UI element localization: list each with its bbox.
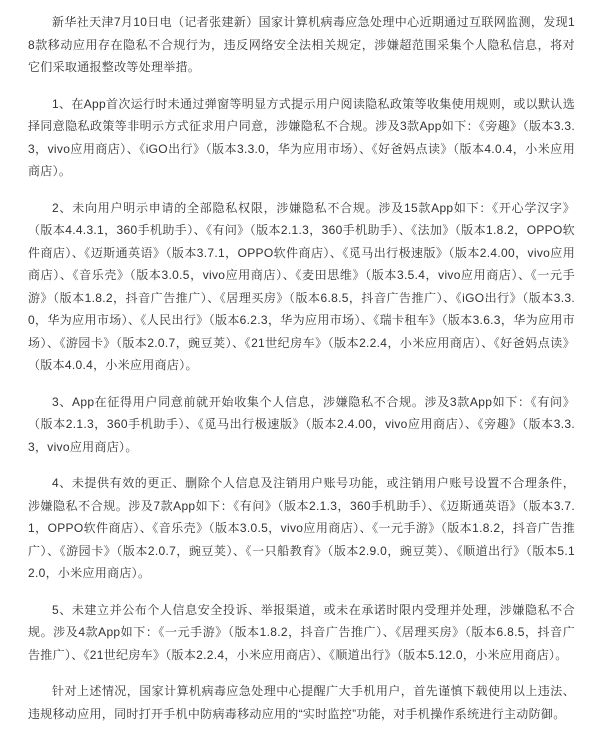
article-paragraph-item-2: 2、未向用户明示申请的全部隐私权限，涉嫌隐私不合规。涉及15款App如下：《开心学汉字》（版本4.4.3.1，360手机助手）、《有问》（版本2.1.3，360手机助手）、《法加》（版本1.8.2，OPPO软件商店）、《迈斯通英语》（版本3.7.1，OPPO软件商店）、《觅马出行极速版》（版本2.4.00，vivo应用商店）、《音乐壳》（版本3.0.5，vivo应用商店）、《麦田思维》（版本3.5.4，vivo应用商店）、《一元手游》（版本1.8.2，抖音广告推广）、《居理买房》（版本6.8.5，抖音广告推广）、《iGO出行》（版本3.3.0，华为应用市场）、《人民出行》（版本6.2.3，华为应用市场）、《瑞卡租车》（版本3.6.3，华为应用市场）、《游园卡》（版本2.0.7，豌豆荚）、《21世纪房车》（版本2.2.4，小米应用商店）、《好爸妈点读》（版本4.0.4，小米应用商店）。 (28, 200, 575, 372)
article-paragraph-item-4: 4、未提供有效的更正、删除个人信息及注销用户账号功能，或注销用户账号设置不合理条件，涉嫌隐私不合规。涉及7款App如下：《有问》（版本2.1.3，360手机助手）、《迈斯通英语》（版本3.7.1，OPPO软件商店）、《音乐壳》（版本3.0.5，vivo应用商店）、《一元手游》（版本1.8.2，抖音广告推广）、《游园卡》（版本2.0.7，豌豆荚）、《一只船教育》（版本2.9.0，豌豆荚）、《顺道出行》（版本5.12.0，小米应用商店）。 (28, 476, 575, 580)
article-paragraph-lead: 新华社天津7月10日电（记者张建新）国家计算机病毒应急处理中心近期通过互联网监测，发现18款移动应用存在隐私不合规行为，违反网络安全法相关规定，涉嫌超范围采集个人隐私信息，将对它们采取通报整改等处理举措。 (28, 15, 575, 74)
article-paragraph-item-5: 5、未建立并公布个人信息安全投诉、举报渠道，或未在承诺时限内受理并处理，涉嫌隐私不合规。涉及4款App如下：《一元手游》（版本1.8.2，抖音广告推广）、《居理买房》（版本6.8.5，抖音广告推广）、《21世纪房车》（版本2.2.4，小米应用商店）、《顺道出行》（版本5.12.0，小米应用商店）。 (28, 602, 575, 662)
article-paragraph-closing: 针对上述情况，国家计算机病毒应急处理中心提醒广大手机用户，首先谨慎下载使用以上违法、违规移动应用，同时打开手机中防病毒移动应用的“实时监控”功能，对手机操作系统进行主动防御。 (28, 684, 575, 721)
article-paragraph-item-1: 1、在App首次运行时未通过弹窗等明显方式提示用户阅读隐私政策等收集使用规则，或以默认选择同意隐私政策等非明示方式征求用户同意，涉嫌隐私不合规。涉及3款App如下：《旁趣》（版本3.3.3，vivo应用商店）、《iGO出行》（版本3.3.0，华为应用市场）、《好爸妈点读》（版本4.0.4，小米应用商店）。 (28, 96, 575, 178)
article-paragraph-item-3: 3、App在征得用户同意前就开始收集个人信息，涉嫌隐私不合规。涉及3款App如下：《有问》（版本2.1.3，360手机助手）、《觅马出行极速版》（版本2.4.00，vivo应用商店）、《旁趣》（版本3.3.3，vivo应用商店）。 (28, 394, 575, 454)
